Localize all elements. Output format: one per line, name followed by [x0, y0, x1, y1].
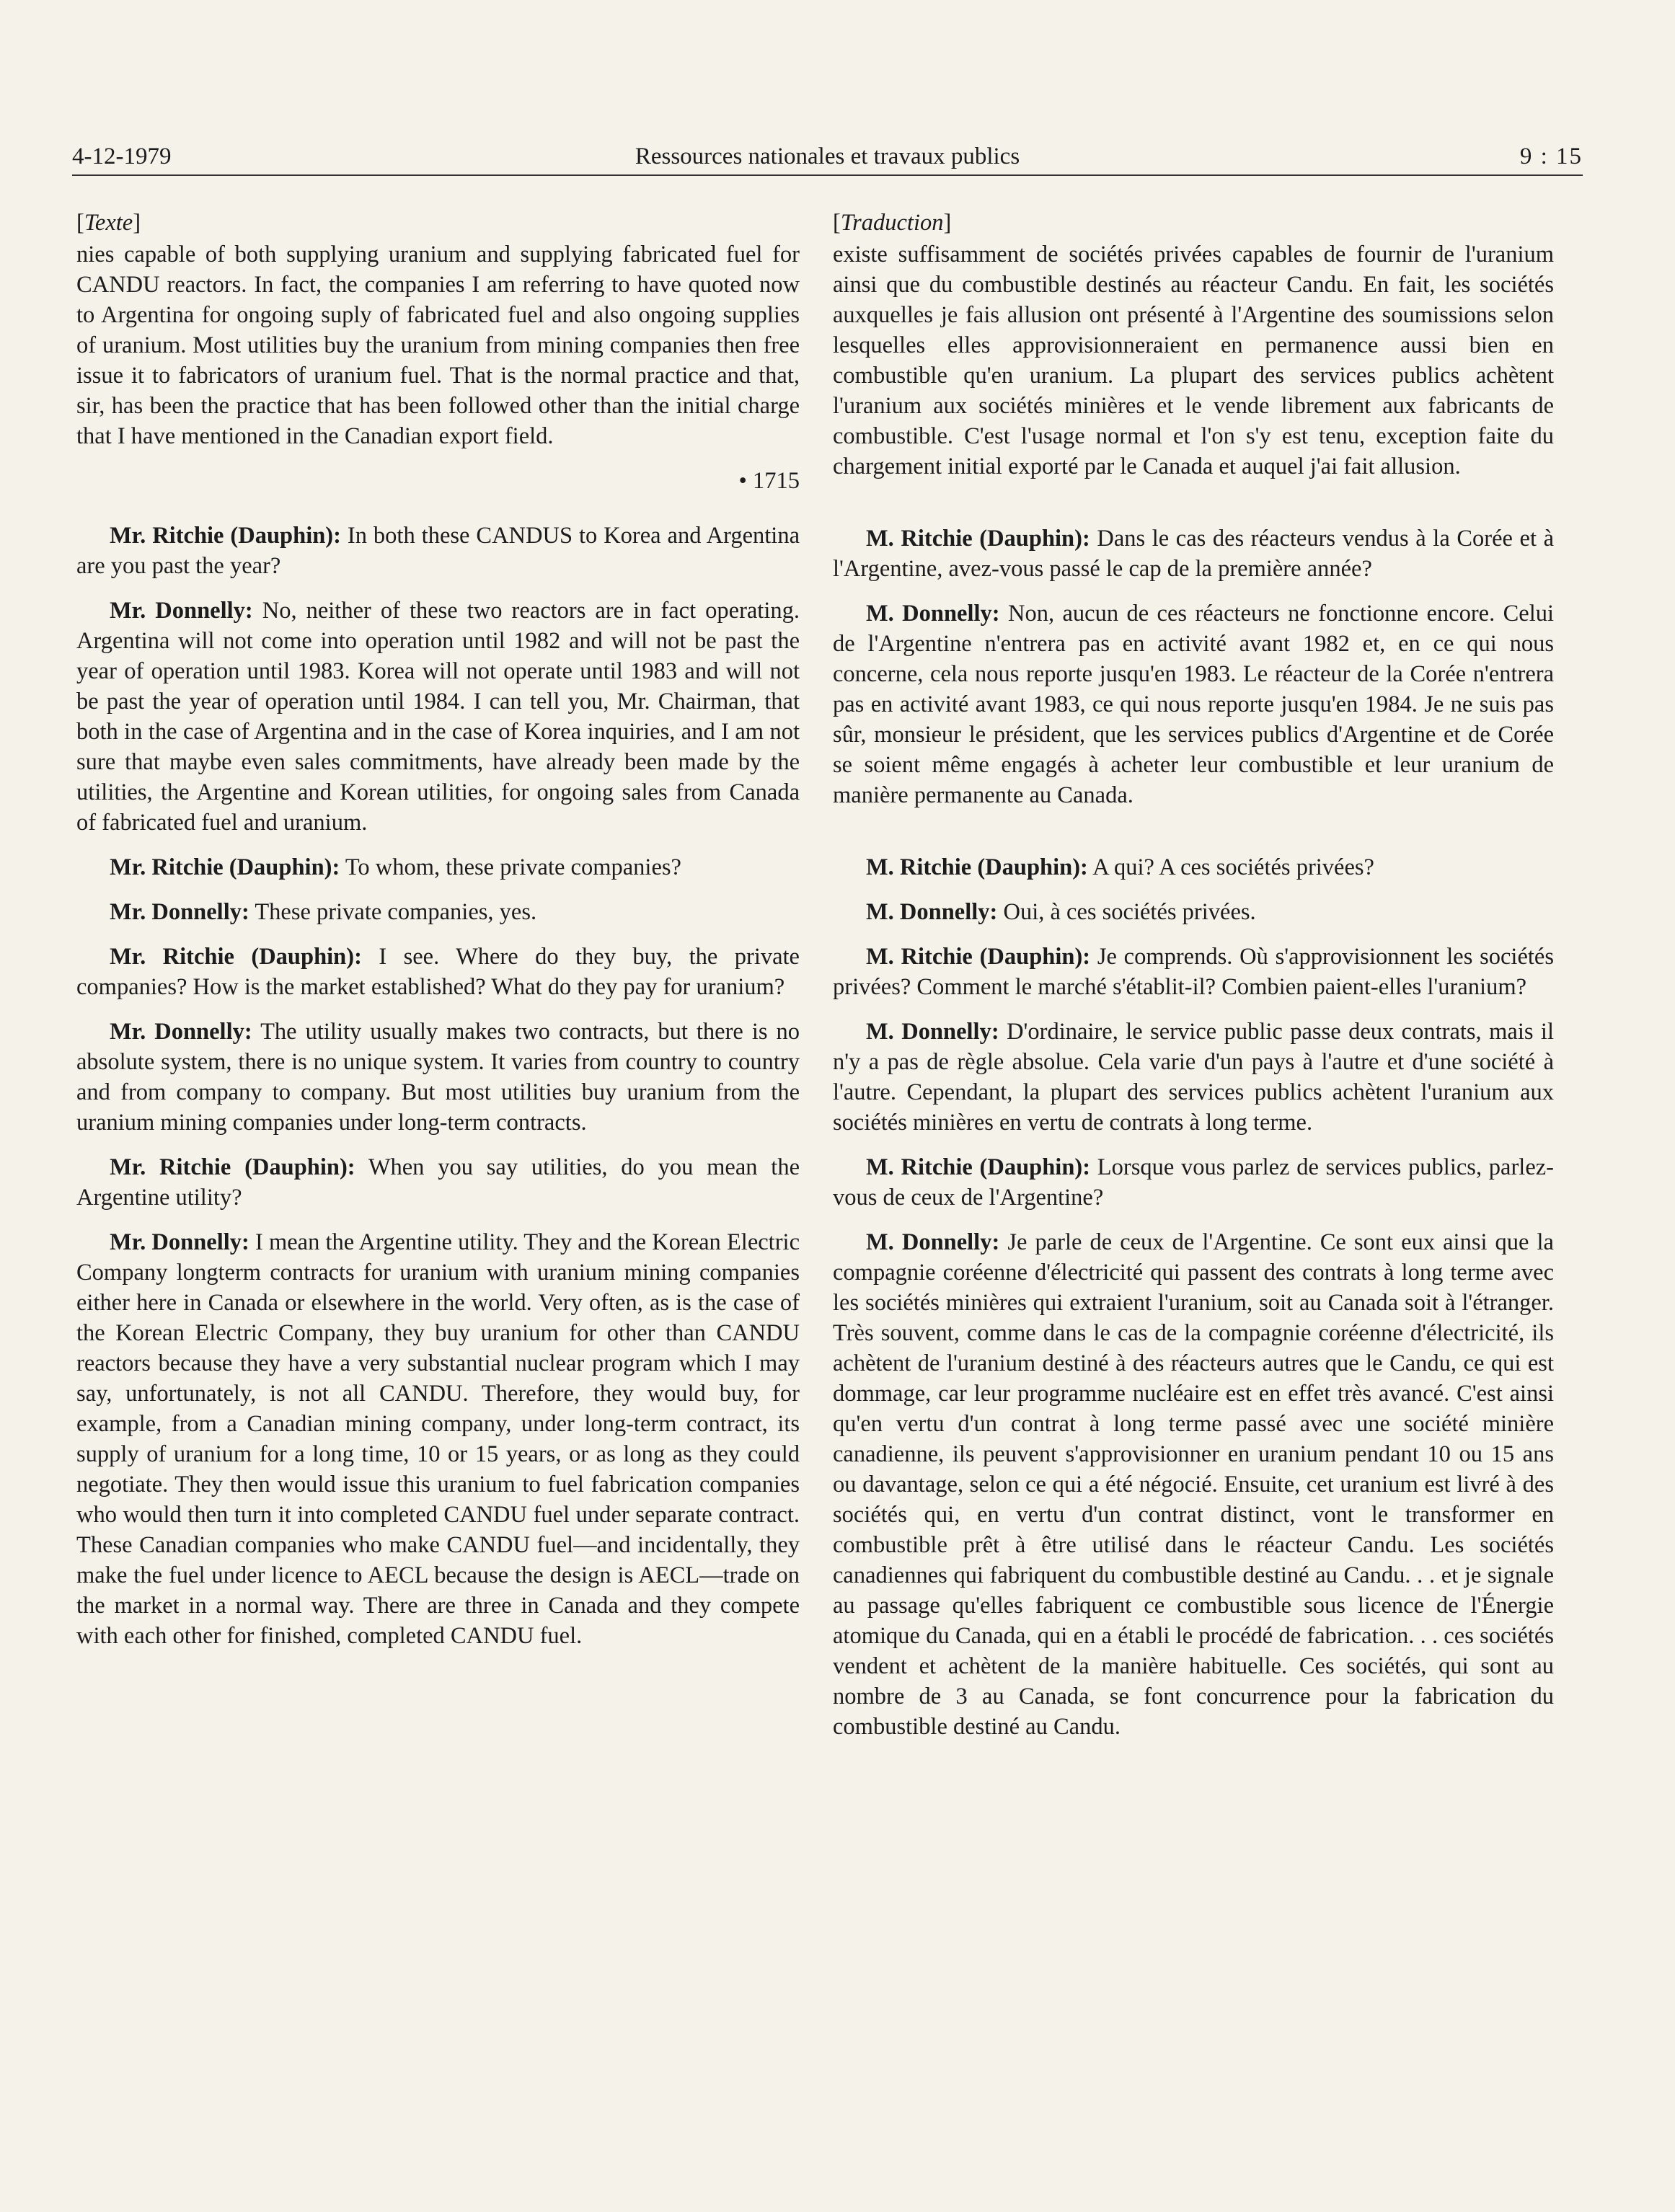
speech-text: To whom, these private companies? [340, 854, 681, 880]
speech-paragraph [76, 852, 800, 882]
speech-text: I mean the Argentine utility. They and the Korean Electric Company longterm contracts for uranium with uranium mining companies either here in Canada or elsewhere in the world. Very often, as is the case of the Korean Electric Company, they buy uranium for other than CANDU reactors because they have a very substantial nuclear program which I may say, unfortunately, is not all CANDU. Therefore, they would buy, for example, from a Canadian mining company, under long-term contract, its supply of uranium for a long time, 10 or 15 years, or as long as they could negotiate. They then would issue this uranium to fuel fabrication companies who would then turn it into completed CANDU fuel under separate contract. These Canadian companies who make CANDU fuel—and incidentally, they make the fuel under licence to AECL because the design is AECL—trade on the market in a normal way. There are three in Canada and they compete with each other for finished, completed CANDU fuel. [76, 1229, 800, 1649]
speech-text: These private companies, yes. [249, 899, 537, 925]
speech-paragraph [833, 1017, 1554, 1138]
speech-text: Lorsque vous parlez de services publics, parlez-vous de ceux de l'Argentine? [833, 1154, 1554, 1211]
continued-paragraph: existe suffisamment de sociétés privées capables de fournir de l'uranium ainsi que du combustible destinés au réacteur Candu. En fait, les sociétés auxquelles je fais allusion ont présenté à l'Argentine des soumissions selon lesquelles elles approvisionneraient en permanence aussi bien en combustible qu'en uranium. La plupart des services publics achètent l'uranium aux sociétés minières et le vende librement aux fabricants de combustible. C'est l'usage normal et l'on s'y est tenu, exception faite du chargement initial exporté par le Canada et auquel j'ai fait allusion. [833, 242, 1554, 479]
speech-paragraph [76, 942, 800, 1002]
speaker-name: Mr. Donnelly: [110, 598, 253, 624]
speaker-name: Mr. Donnelly: [110, 1019, 252, 1045]
speaker-name: M. Donnelly: [866, 1019, 999, 1045]
speech-text: I see. Where do they buy, the private companies? How is the market established? What do they pay for uranium? [76, 944, 800, 1000]
speech-paragraph [833, 852, 1554, 882]
speech-text: A qui? A ces sociétés privées? [1087, 854, 1374, 880]
speech-paragraph [833, 523, 1554, 584]
speech-text: Je comprends. Où s'approvisionnent les sociétés privées? Comment le marché s'établit-il? Combien paient-elles l'uranium? [833, 944, 1554, 1000]
speech-paragraph [76, 596, 800, 838]
speech-paragraph [76, 1152, 800, 1213]
speech-paragraph [833, 1227, 1554, 1742]
speech-paragraph [833, 1152, 1554, 1213]
speech-paragraph [833, 897, 1554, 927]
time-marker: • 1715 [738, 468, 800, 494]
speech-text: Je parle de ceux de l'Argentine. Ce sont eux ainsi que la compagnie coréenne d'électricité qui passent des contrats à long terme avec les sociétés minières qui extraient l'uranium, soit au Canada soit à l'étranger. Très souvent, comme dans le cas de la compagnie coréenne d'électricité, ils achètent de l'uranium destiné à des réacteurs autres que le Candu, ce qui est dommage, car leur programme nucléaire est en effet très avancé. C'est ainsi qu'en vertu d'un contrat à long terme passé avec une société minière canadienne, ils peuvent s'approvisionner en uranium pendant 10 ou 15 ans ou davantage, selon ce qui a été négocié. Ensuite, cet uranium est livré à des sociétés qui, en vertu d'un contrat distinct, vont le transformer en combustible prêt à être utilisé dans le réacteur Candu. Les sociétés canadiennes qui fabriquent du combustible destiné au Candu. . . et je signale au passage qu'elles fabriquent ce combustible sous licence de l'Énergie atomique du Canada, qui en a établi le procédé de fabrication. . . ces sociétés vendent et achètent de la manière habituelle. Ces sociétés, qui sont au nombre de 3 au Canada, se font concurrence pour la fabrication du combustible destiné au Candu. [833, 1229, 1554, 1740]
speech-text: No, neither of these two reactors are in fact operating. Argentina will not come into operation until 1982 and will not be past the year of operation until 1983. Korea will not operate until 1983 and will not be past the year of operation until 1984. I can tell you, Mr. Chairman, that both in the case of Argentina and in the case of Korea inquiries, and I am not sure that maybe even sales commitments, have already been made by the utilities, the Argentine and Korean utilities, for ongoing sales from Canada of fabricated fuel and uranium. [76, 598, 800, 836]
speaker-name: M. Ritchie (Dauphin): [866, 526, 1090, 552]
speaker-name: Mr. Ritchie (Dauphin): [110, 523, 341, 549]
speech-paragraph [833, 942, 1554, 1002]
speech-paragraph [833, 598, 1554, 810]
speaker-name: M. Ritchie (Dauphin): [866, 854, 1088, 880]
speech-text: Oui, à ces sociétés privées. [997, 899, 1256, 925]
continued-paragraph: nies capable of both supplying uranium and supplying fabricated fuel for CANDU reactors. In fact, the companies I am referring to have quoted now to Argentina for ongoing suply of fabricated fuel and also ongoing supplies of uranium. Most utilities buy the uranium from mining companies then free issue it to fabricators of uranium fuel. That is the normal practice and that, sir, has been the practice that has been followed other than the initial charge that I have mentioned in the Canadian export field. [76, 242, 800, 449]
speaker-name: M. Ritchie (Dauphin): [866, 944, 1091, 970]
speaker-name: Mr. Donnelly: [110, 1229, 249, 1255]
speech-paragraph [76, 1017, 800, 1138]
speaker-name: M. Donnelly: [866, 601, 1000, 627]
speaker-name: Mr. Ritchie (Dauphin): [110, 1154, 355, 1180]
header-date: 4-12-1979 [72, 143, 172, 169]
speech-text: Dans le cas des réacteurs vendus à la Corée et à l'Argentine, avez-vous passé le cap de la première année? [833, 526, 1554, 582]
speech-text: The utility usually makes two contracts, but there is no absolute system, there is no unique system. It varies from country to country and from company to company. But most utilities buy uranium from the uranium mining companies under long-term contracts. [76, 1019, 800, 1136]
header-page-number: 9 : 15 [1519, 143, 1583, 169]
speaker-name: M. Donnelly: [866, 1229, 1000, 1255]
english-column-label: [Texte] [76, 210, 141, 236]
french-column-label: [Traduction] [833, 210, 952, 236]
page-header [72, 124, 1583, 176]
speaker-name: Mr. Ritchie (Dauphin): [110, 854, 340, 880]
speech-text: D'ordinaire, le service public passe deux contrats, mais il n'y a pas de règle absolue. Cela varie d'un pays à l'autre et d'une société à l'autre. Cependant, la plupart des services publics achètent l'uranium aux sociétés minières en vertu de contrats à long terme. [833, 1019, 1554, 1136]
speaker-name: M. Ritchie (Dauphin): [866, 1154, 1091, 1180]
english-column [76, 208, 800, 1665]
speech-text: When you say utilities, do you mean the Argentine utility? [76, 1154, 800, 1211]
speaker-name: Mr. Ritchie (Dauphin): [110, 944, 362, 970]
speech-text: Non, aucun de ces réacteurs ne fonctionne encore. Celui de l'Argentine n'entrera pas en activité avant 1982 et, en ce qui nous concerne, cela nous reporte jusqu'en 1983. Le réacteur de la Corée n'entrera pas en activité avant 1983, ce qui nous reporte jusqu'en 1984. Je ne suis pas sûr, monsieur le président, que les services publics d'Argentine et de Corée se soient même engagés à acheter leur combustible et leur uranium de manière permanente au Canada. [833, 601, 1555, 808]
speaker-name: Mr. Donnelly: [110, 899, 249, 925]
french-column [833, 208, 1554, 1756]
header-title: Ressources nationales et travaux publics [635, 143, 1020, 169]
speech-paragraph [76, 1227, 800, 1651]
speech-text: In both these CANDUS to Korea and Argentina are you past the year? [76, 523, 800, 579]
speaker-name: M. Donnelly: [866, 899, 998, 925]
speech-paragraph [76, 521, 800, 581]
speech-paragraph [76, 897, 800, 927]
